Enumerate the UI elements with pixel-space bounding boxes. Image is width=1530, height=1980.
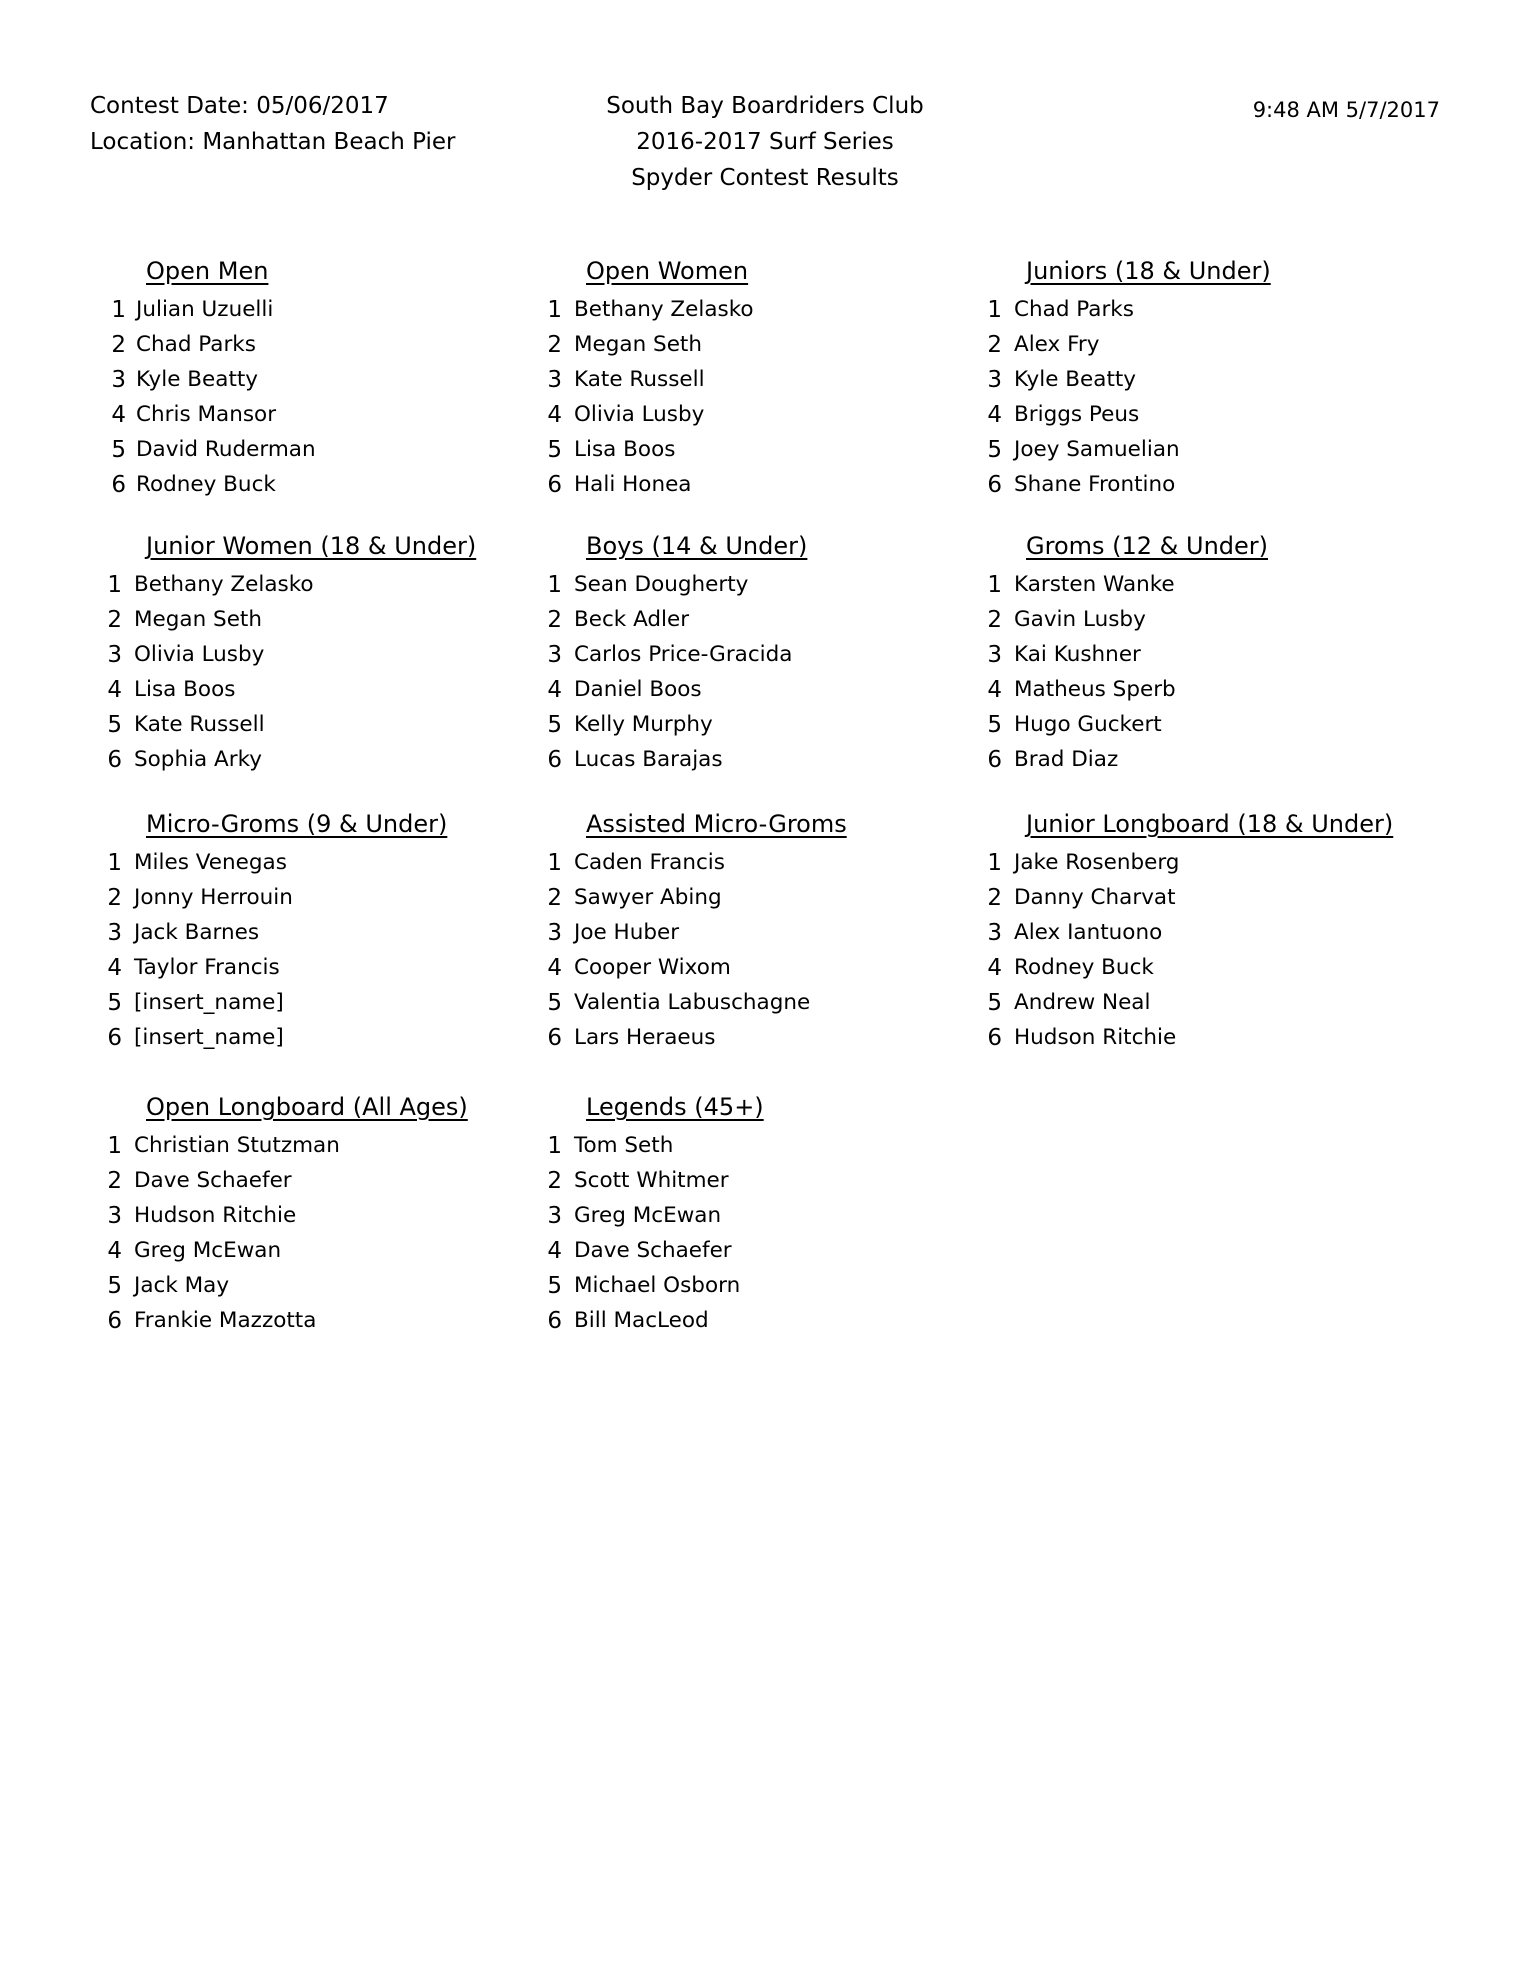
result-row	[90, 397, 316, 432]
result-row	[530, 1233, 740, 1268]
surfer-name: Dave Schaefer	[134, 1168, 292, 1193]
place-number: 2	[987, 884, 1002, 911]
surfer-name: Hali Honea	[574, 472, 692, 497]
result-row	[530, 637, 792, 672]
place-number: 5	[547, 711, 562, 738]
place-number: 1	[987, 571, 1002, 598]
result-row	[970, 397, 1180, 432]
result-row	[90, 985, 293, 1020]
place-number: 4	[107, 954, 122, 981]
place-number: 4	[547, 676, 562, 703]
result-row	[90, 292, 316, 327]
result-row	[530, 362, 754, 397]
place-number: 3	[107, 641, 122, 668]
result-row	[970, 637, 1176, 672]
place-number: 3	[107, 919, 122, 946]
place-number: 5	[107, 989, 122, 1016]
place-number: 2	[547, 606, 562, 633]
surfer-name: Gavin Lusby	[1014, 607, 1146, 632]
surfer-name: Sophia Arky	[134, 747, 263, 772]
results-list	[530, 567, 792, 777]
surfer-name: Rodney Buck	[136, 472, 276, 497]
surfer-name: Kate Russell	[134, 712, 265, 737]
place-number: 6	[987, 1024, 1002, 1051]
place-number: 6	[111, 471, 126, 498]
result-row	[90, 602, 314, 637]
place-number: 4	[111, 401, 126, 428]
division-title: Open Men	[146, 257, 269, 285]
result-row	[530, 432, 754, 467]
result-row	[530, 327, 754, 362]
place-number: 1	[987, 296, 1002, 323]
result-row	[970, 672, 1176, 707]
division-title: Open Women	[586, 257, 749, 285]
division-title: Groms (12 & Under)	[1026, 532, 1269, 560]
place-number: 5	[987, 711, 1002, 738]
club-name: South Bay Boardriders Club	[606, 93, 924, 119]
result-row	[970, 1020, 1179, 1055]
result-row	[90, 845, 293, 880]
surfer-name: Sean Dougherty	[574, 572, 749, 597]
results-list	[970, 845, 1179, 1055]
results-list	[530, 1128, 740, 1338]
place-number: 3	[547, 641, 562, 668]
surfer-name: Andrew Neal	[1014, 990, 1151, 1015]
result-row	[970, 845, 1179, 880]
place-number: 2	[107, 884, 122, 911]
place-number: 5	[987, 436, 1002, 463]
place-number: 6	[547, 471, 562, 498]
surfer-name: Hugo Guckert	[1014, 712, 1162, 737]
surfer-name: Lucas Barajas	[574, 747, 723, 772]
surfer-name: David Ruderman	[136, 437, 316, 462]
division-title: Juniors (18 & Under)	[1026, 257, 1271, 285]
surfer-name: Shane Frontino	[1014, 472, 1176, 497]
surfer-name: Megan Seth	[574, 332, 702, 357]
surfer-name: Frankie Mazzotta	[134, 1308, 317, 1333]
result-row	[530, 602, 792, 637]
place-number: 4	[987, 401, 1002, 428]
place-number: 4	[107, 676, 122, 703]
surfer-name: Kate Russell	[574, 367, 705, 392]
surfer-name: Hudson Ritchie	[134, 1203, 297, 1228]
surfer-name: Dave Schaefer	[574, 1238, 732, 1263]
surfer-name: Rodney Buck	[1014, 955, 1154, 980]
result-row	[90, 915, 293, 950]
division-title: Open Longboard (All Ages)	[146, 1093, 468, 1121]
place-number: 1	[547, 1132, 562, 1159]
place-number: 5	[111, 436, 126, 463]
surfer-name: Michael Osborn	[574, 1273, 741, 1298]
result-row	[530, 1303, 740, 1338]
surfer-name: Bill MacLeod	[574, 1308, 709, 1333]
place-number: 5	[107, 711, 122, 738]
surfer-name: Lisa Boos	[134, 677, 236, 702]
result-row	[970, 292, 1180, 327]
place-number: 6	[547, 1307, 562, 1334]
result-row	[90, 327, 316, 362]
surfer-name: Kai Kushner	[1014, 642, 1141, 667]
place-number: 1	[987, 849, 1002, 876]
place-number: 3	[987, 366, 1002, 393]
result-row	[970, 602, 1176, 637]
place-number: 6	[107, 1307, 122, 1334]
result-row	[90, 950, 293, 985]
place-number: 2	[547, 1167, 562, 1194]
place-number: 1	[107, 849, 122, 876]
result-row	[90, 467, 316, 502]
surfer-name: Taylor Francis	[134, 955, 280, 980]
surfer-name: Bethany Zelasko	[134, 572, 314, 597]
result-row	[530, 915, 810, 950]
place-number: 5	[547, 1272, 562, 1299]
surfer-name: Jack Barnes	[134, 920, 260, 945]
results-list	[90, 292, 316, 502]
place-number: 1	[547, 296, 562, 323]
surfer-name: Chad Parks	[136, 332, 256, 357]
result-row	[530, 1268, 740, 1303]
series-name: 2016-2017 Surf Series	[636, 129, 894, 155]
place-number: 3	[111, 366, 126, 393]
place-number: 5	[547, 989, 562, 1016]
place-number: 3	[547, 1202, 562, 1229]
surfer-name: Jake Rosenberg	[1014, 850, 1180, 875]
surfer-name: Kyle Beatty	[136, 367, 259, 392]
surfer-name: Kyle Beatty	[1014, 367, 1137, 392]
place-number: 2	[111, 331, 126, 358]
result-row	[970, 950, 1179, 985]
place-number: 4	[547, 1237, 562, 1264]
place-number: 6	[987, 746, 1002, 773]
place-number: 1	[107, 571, 122, 598]
result-row	[970, 742, 1176, 777]
result-row	[530, 950, 810, 985]
surfer-name: Julian Uzuelli	[136, 297, 274, 322]
result-row	[530, 985, 810, 1020]
surfer-name: Megan Seth	[134, 607, 262, 632]
place-number: 3	[987, 641, 1002, 668]
surfer-name: Karsten Wanke	[1014, 572, 1175, 597]
print-timestamp	[1253, 92, 1440, 128]
division-title: Junior Longboard (18 & Under)	[1026, 810, 1394, 838]
result-row	[970, 707, 1176, 742]
result-row	[90, 637, 314, 672]
result-row	[530, 880, 810, 915]
division-title: Junior Women (18 & Under)	[146, 532, 477, 560]
result-row	[90, 1303, 340, 1338]
result-row	[90, 567, 314, 602]
result-row	[970, 467, 1180, 502]
contest-info	[90, 88, 455, 160]
place-number: 6	[987, 471, 1002, 498]
result-row	[970, 567, 1176, 602]
result-row	[530, 742, 792, 777]
surfer-name: Alex Fry	[1014, 332, 1100, 357]
result-row	[530, 1128, 740, 1163]
result-row	[970, 327, 1180, 362]
place-number: 1	[111, 296, 126, 323]
surfer-name: [insert_name]	[134, 1025, 284, 1050]
surfer-name: Danny Charvat	[1014, 885, 1176, 910]
result-row	[90, 1020, 293, 1055]
result-row	[530, 292, 754, 327]
place-number: 3	[987, 919, 1002, 946]
place-number: 2	[107, 606, 122, 633]
surfer-name: Brad Diaz	[1014, 747, 1119, 772]
place-number: 1	[547, 849, 562, 876]
place-number: 2	[987, 331, 1002, 358]
place-number: 4	[547, 954, 562, 981]
results-list	[90, 845, 293, 1055]
surfer-name: Hudson Ritchie	[1014, 1025, 1177, 1050]
result-row	[530, 1198, 740, 1233]
surfer-name: Olivia Lusby	[574, 402, 705, 427]
result-row	[90, 432, 316, 467]
page-title: Spyder Contest Results	[631, 165, 899, 191]
surfer-name: Christian Stutzman	[134, 1133, 340, 1158]
result-row	[90, 1233, 340, 1268]
place-number: 5	[107, 1272, 122, 1299]
result-row	[530, 1020, 810, 1055]
surfer-name: Tom Seth	[574, 1133, 674, 1158]
results-list	[90, 1128, 340, 1338]
surfer-name: Greg McEwan	[574, 1203, 722, 1228]
result-row	[90, 1163, 340, 1198]
result-row	[530, 467, 754, 502]
results-list	[970, 567, 1176, 777]
place-number: 5	[987, 989, 1002, 1016]
result-row	[90, 707, 314, 742]
result-row	[530, 845, 810, 880]
place-number: 4	[987, 954, 1002, 981]
result-row	[970, 432, 1180, 467]
surfer-name: Scott Whitmer	[574, 1168, 729, 1193]
place-number: 3	[547, 919, 562, 946]
surfer-name: Sawyer Abing	[574, 885, 722, 910]
surfer-name: Carlos Price-Gracida	[574, 642, 793, 667]
result-row	[90, 742, 314, 777]
place-number: 1	[547, 571, 562, 598]
surfer-name: Greg McEwan	[134, 1238, 282, 1263]
surfer-name: [insert_name]	[134, 990, 284, 1015]
result-row	[970, 362, 1180, 397]
surfer-name: Lars Heraeus	[574, 1025, 716, 1050]
result-row	[90, 1198, 340, 1233]
surfer-name: Bethany Zelasko	[574, 297, 754, 322]
surfer-name: Beck Adler	[574, 607, 690, 632]
surfer-name: Joey Samuelian	[1014, 437, 1180, 462]
surfer-name: Jack May	[134, 1273, 230, 1298]
place-number: 3	[107, 1202, 122, 1229]
result-row	[90, 672, 314, 707]
result-row	[530, 1163, 740, 1198]
surfer-name: Briggs Peus	[1014, 402, 1140, 427]
place-number: 4	[987, 676, 1002, 703]
result-row	[90, 362, 316, 397]
surfer-name: Chris Mansor	[136, 402, 277, 427]
place-number: 2	[547, 331, 562, 358]
surfer-name: Caden Francis	[574, 850, 725, 875]
surfer-name: Kelly Murphy	[574, 712, 713, 737]
place-number: 4	[547, 401, 562, 428]
surfer-name: Matheus Sperb	[1014, 677, 1176, 702]
place-number: 6	[107, 1024, 122, 1051]
surfer-name: Olivia Lusby	[134, 642, 265, 667]
division-title: Legends (45+)	[586, 1093, 764, 1121]
result-row	[530, 672, 792, 707]
division-title: Boys (14 & Under)	[586, 532, 808, 560]
surfer-name: Daniel Boos	[574, 677, 702, 702]
surfer-name: Miles Venegas	[134, 850, 287, 875]
surfer-name: Jonny Herrouin	[134, 885, 293, 910]
contest-date: Contest Date: 05/06/2017	[90, 93, 389, 119]
surfer-name: Valentia Labuschagne	[574, 990, 811, 1015]
place-number: 3	[547, 366, 562, 393]
result-row	[530, 567, 792, 602]
result-row	[90, 880, 293, 915]
place-number: 6	[107, 746, 122, 773]
contest-location: Location: Manhattan Beach Pier	[90, 129, 456, 155]
result-row	[530, 707, 792, 742]
place-number: 5	[547, 436, 562, 463]
surfer-name: Joe Huber	[574, 920, 680, 945]
result-row	[90, 1268, 340, 1303]
result-row	[90, 1128, 340, 1163]
surfer-name: Lisa Boos	[574, 437, 676, 462]
surfer-name: Chad Parks	[1014, 297, 1134, 322]
results-list	[90, 567, 314, 777]
results-list	[530, 292, 754, 502]
place-number: 2	[107, 1167, 122, 1194]
division-title: Assisted Micro-Groms	[586, 810, 847, 838]
place-number: 2	[987, 606, 1002, 633]
surfer-name: Alex Iantuono	[1014, 920, 1163, 945]
place-number: 6	[547, 746, 562, 773]
result-row	[530, 397, 754, 432]
result-row	[970, 880, 1179, 915]
results-list	[970, 292, 1180, 502]
result-row	[970, 915, 1179, 950]
results-list	[530, 845, 810, 1055]
division-title: Micro-Groms (9 & Under)	[146, 810, 448, 838]
surfer-name: Cooper Wixom	[574, 955, 731, 980]
place-number: 6	[547, 1024, 562, 1051]
place-number: 1	[107, 1132, 122, 1159]
result-row	[970, 985, 1179, 1020]
place-number: 4	[107, 1237, 122, 1264]
place-number: 2	[547, 884, 562, 911]
timestamp: 9:48 AM 5/7/2017	[1252, 98, 1440, 122]
